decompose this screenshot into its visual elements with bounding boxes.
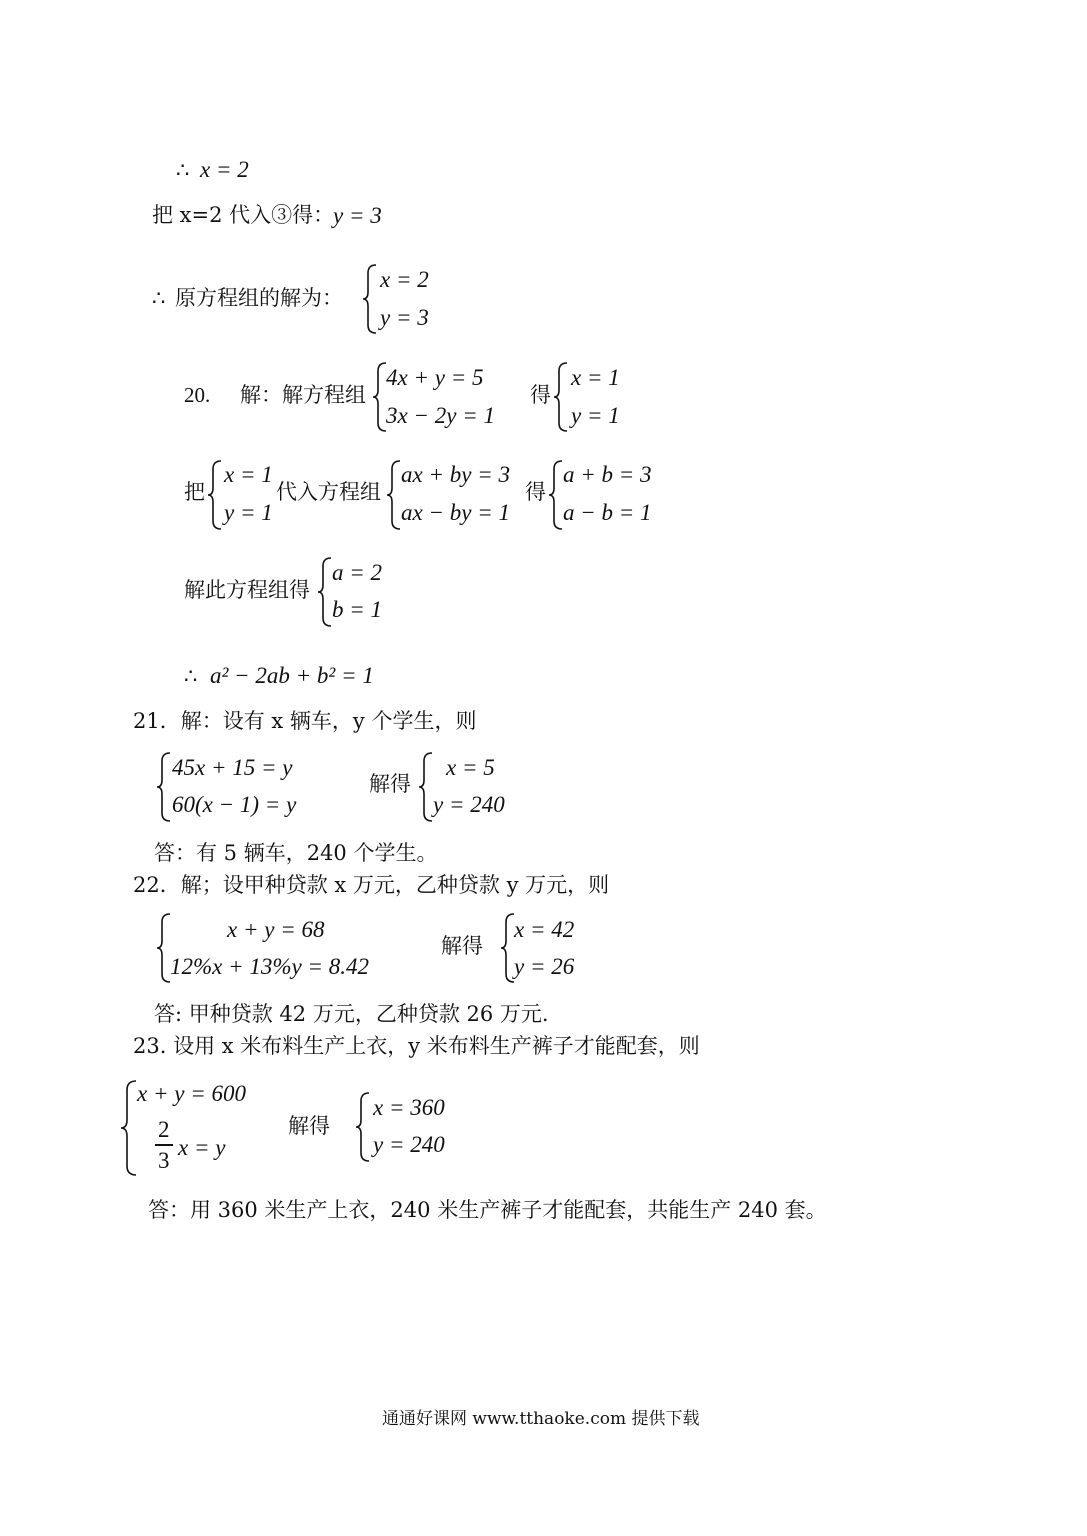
sub-x: x = 1 xyxy=(224,462,273,487)
equation-y-3: y = 3 xyxy=(333,203,382,228)
result-x: x = 42 xyxy=(514,917,575,942)
de-label: 得 xyxy=(525,480,546,504)
problem-22-heading: 22．解；设甲种贷款 x 万元，乙种贷款 y 万元，则 xyxy=(133,873,610,897)
brace-icon xyxy=(548,460,564,530)
b-value: b = 1 xyxy=(332,597,383,622)
answer-21: 答：有 5 辆车，240 个学生。 xyxy=(154,841,438,865)
brace-icon xyxy=(386,460,402,530)
system-eq-1: x + y = 600 xyxy=(137,1081,246,1106)
ab-eq-1: a + b = 3 xyxy=(563,462,652,487)
system-eq-1: x + y = 68 xyxy=(227,917,325,942)
system-eq-1: 4x + y = 5 xyxy=(386,365,484,390)
fraction-denominator: 3 xyxy=(158,1148,170,1173)
problem-20-text: 解：解方程组 xyxy=(240,383,366,407)
jiede-label: 解得 xyxy=(288,1114,330,1138)
problem-23-heading: 23. 设用 x 米布料生产上衣，y 米布料生产裤子才能配套，则 xyxy=(133,1034,700,1058)
result-y: y = 240 xyxy=(433,792,505,817)
brace-icon xyxy=(120,1080,138,1176)
sub-y: y = 1 xyxy=(224,500,273,525)
brace-icon xyxy=(418,752,434,822)
dairu-label: 代入方程组 xyxy=(276,480,381,504)
jiede-label: 解得 xyxy=(369,772,411,796)
ba-label: 把 xyxy=(184,480,205,504)
problem-21-heading: 21．解：设有 x 辆车，y 个学生，则 xyxy=(133,709,477,733)
result-y: y = 240 xyxy=(373,1132,445,1157)
brace-icon xyxy=(362,264,378,334)
solution-label: 原方程组的解为： xyxy=(175,286,343,310)
system-eq-2: 3x − 2y = 1 xyxy=(386,403,495,428)
fraction-numerator: 2 xyxy=(158,1117,170,1142)
substitution-text: 把 x=2 代入③得： xyxy=(152,203,335,227)
brace-icon xyxy=(317,557,333,627)
answer-23: 答：用 360 米生产上衣，240 米生产裤子才能配套，共能生产 240 套。 xyxy=(148,1198,827,1222)
fraction-bar xyxy=(155,1144,173,1146)
result-y: y = 26 xyxy=(514,954,575,979)
a-value: a = 2 xyxy=(332,560,383,585)
system-eq-2: x = y xyxy=(178,1135,226,1160)
therefore-symbol: ∴ xyxy=(184,664,198,688)
brace-icon xyxy=(207,460,223,530)
solution-y: y = 3 xyxy=(380,305,429,330)
problem-20-number: 20. xyxy=(184,383,211,407)
page-footer: 通通好课网 www.tthaoke.com 提供下载 xyxy=(382,1409,700,1429)
answer-22: 答: 甲种贷款 42 万元，乙种贷款 26 万元. xyxy=(154,1002,549,1026)
solution-x: x = 2 xyxy=(380,267,429,292)
param-eq-2: ax − by = 1 xyxy=(401,500,510,525)
brace-icon xyxy=(553,362,569,432)
result-x: x = 5 xyxy=(446,755,495,780)
result-x: x = 1 xyxy=(571,365,620,390)
therefore-symbol: ∴ xyxy=(152,286,166,310)
ab-eq-2: a − b = 1 xyxy=(563,500,652,525)
system-eq-1: 45x + 15 = y xyxy=(172,755,293,780)
result-y: y = 1 xyxy=(571,403,620,428)
jie-label: 解此方程组得 xyxy=(184,578,310,602)
param-eq-1: ax + by = 3 xyxy=(401,462,510,487)
system-eq-2: 60(x − 1) = y xyxy=(172,792,297,817)
final-expression: a² − 2ab + b² = 1 xyxy=(210,663,374,688)
jiede-label: 解得 xyxy=(441,934,483,958)
result-x: x = 360 xyxy=(373,1095,445,1120)
de-label: 得 xyxy=(530,383,551,407)
system-eq-2: 12%x + 13%y = 8.42 xyxy=(170,954,370,979)
brace-icon xyxy=(355,1092,371,1162)
brace-icon xyxy=(156,752,172,822)
equation-x-2: x = 2 xyxy=(200,157,249,182)
therefore-symbol: ∴ xyxy=(176,158,190,182)
